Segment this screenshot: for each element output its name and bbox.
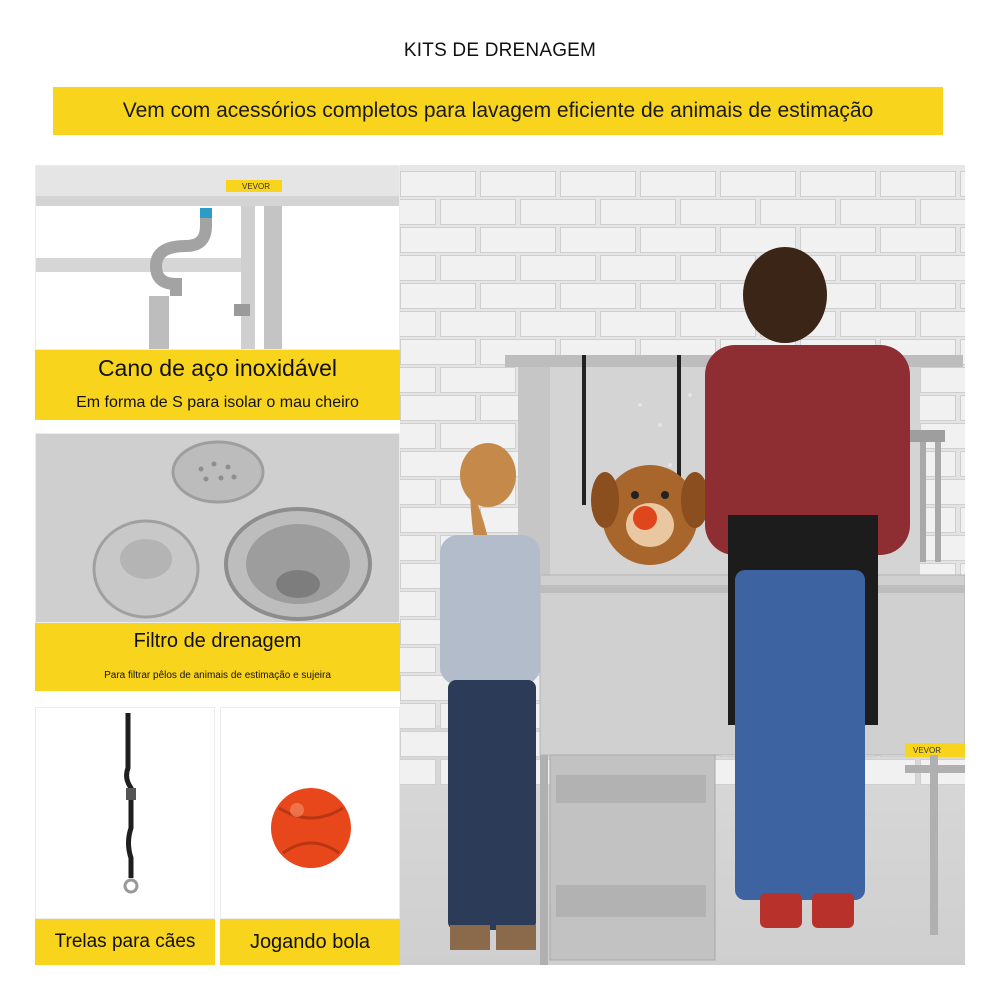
pipe-subtitle: Em forma de S para isolar o mau cheiro (35, 386, 400, 420)
leash-panel (35, 707, 215, 919)
ball-panel (220, 707, 400, 919)
ball-illustration (221, 708, 400, 919)
page-heading: KITS DE DRENAGEM (403, 40, 597, 61)
leash-illustration (36, 708, 215, 919)
faucet (905, 430, 945, 442)
filter-subtitle: Para filtrar pêlos de animais de estimação e sujeira (35, 659, 400, 691)
grooming-scene-illustration (400, 165, 965, 965)
drain-filter-illustration (36, 434, 400, 623)
filter-title: Filtro de drenagem (35, 623, 400, 659)
hanging-leash (582, 355, 586, 505)
scene-brand-label: VEVOR (912, 745, 941, 755)
pipe-title: Cano de aço inoxidável (35, 350, 400, 386)
s-pipe-illustration (36, 166, 400, 350)
ball-label: Jogando bola (220, 919, 400, 965)
leash-label: Trelas para cães (35, 919, 215, 965)
pipe-panel (35, 165, 400, 350)
filter-panel (35, 433, 400, 623)
brand-label: VEVOR (241, 181, 270, 191)
girl (460, 443, 516, 507)
s-pipe-icon (156, 208, 206, 296)
feature-banner: Vem com acessórios completos para lavagem eficiente de animais de estimação (53, 87, 943, 135)
woman (743, 247, 827, 343)
main-photo (400, 165, 965, 965)
strainer-basket (173, 442, 263, 502)
dog-ball (633, 506, 657, 530)
ball-icon (271, 788, 351, 868)
